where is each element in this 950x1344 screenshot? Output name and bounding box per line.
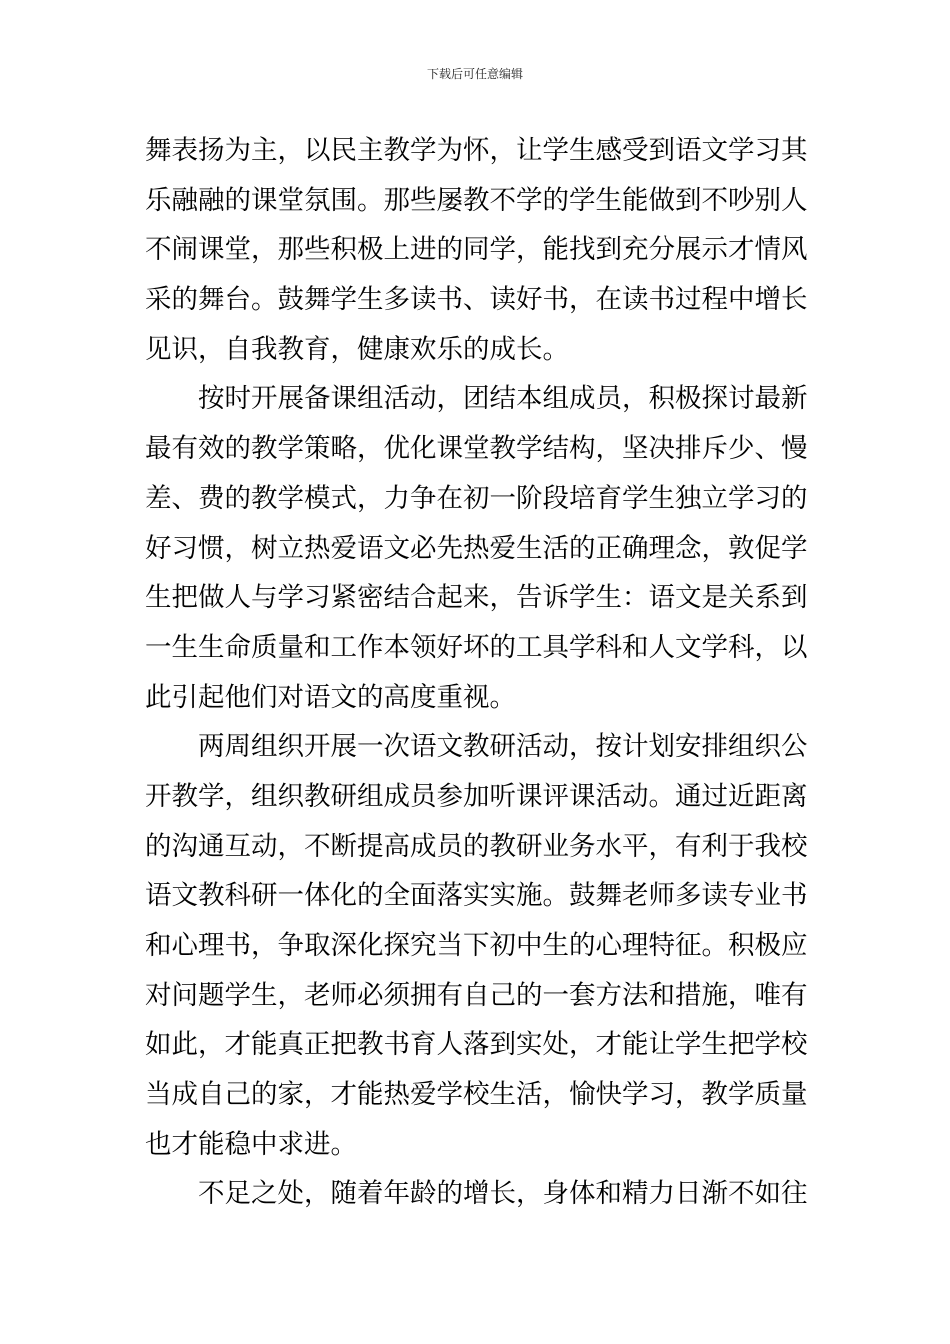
text-line: 开教学，组织教研组成员参加听课评课活动。通过近距离 <box>145 780 808 812</box>
text-line: 当成自己的家，才能热爱学校生活，愉快学习，教学质量 <box>145 1079 808 1111</box>
text-line: 也才能稳中求进。 <box>145 1128 357 1160</box>
paragraph <box>145 374 810 722</box>
text-line: 的沟通互动，不断提高成员的教研业务水平，有利于我校 <box>145 830 808 862</box>
text-line: 舞表扬为主，以民主教学为怀，让学生感受到语文学习其 <box>145 135 808 166</box>
text-line: 和心理书，争取深化探究当下初中生的心理特征。积极应 <box>145 930 808 961</box>
text-line: 按时开展备课组活动，团结本组成员，积极探讨最新 <box>198 383 808 415</box>
document-body <box>145 126 810 1219</box>
text-line: 好习惯，树立热爱语文必先热爱生活的正确理念，敦促学 <box>145 532 808 564</box>
text-line: 采的舞台。鼓舞学生多读书、读好书，在读书过程中增长 <box>145 284 808 316</box>
text-line: 最有效的教学策略，优化课堂教学结构，坚决排斥少、慢 <box>145 433 808 465</box>
text-line: 如此，才能真正把教书育人落到实处，才能让学生把学校 <box>145 1029 808 1061</box>
paragraph <box>145 722 810 1169</box>
text-line: 此引起他们对语文的高度重视。 <box>145 681 516 713</box>
text-line: 不闹课堂，那些积极上进的同学，能找到充分展示才情风 <box>145 234 808 266</box>
text-line: 不足之处，随着年龄的增长，身体和精力日渐不如往 <box>198 1178 808 1210</box>
text-line: 乐融融的课堂氛围。那些屡教不学的学生能做到不吵别人 <box>145 184 808 216</box>
text-line: 两周组织开展一次语文教研活动，按计划安排组织公 <box>198 731 808 763</box>
text-line: 语文教科研一体化的全面落实实施。鼓舞老师多读专业书 <box>145 880 808 912</box>
paragraph <box>145 1169 810 1219</box>
page-header: 下载后可任意编辑 <box>426 67 523 81</box>
text-line: 一生生命质量和工作本领好坏的工具学科和人文学科，以 <box>145 631 808 663</box>
paragraph <box>145 126 810 374</box>
text-line: 差、费的教学模式，力争在初一阶段培育学生独立学习的 <box>145 482 808 514</box>
text-line: 见识，自我教育，健康欢乐的成长。 <box>145 333 569 365</box>
text-line: 对问题学生，老师必须拥有自己的一套方法和措施，唯有 <box>145 979 808 1011</box>
text-line: 生把做人与学习紧密结合起来，告诉学生：语文是关系到 <box>145 582 808 614</box>
